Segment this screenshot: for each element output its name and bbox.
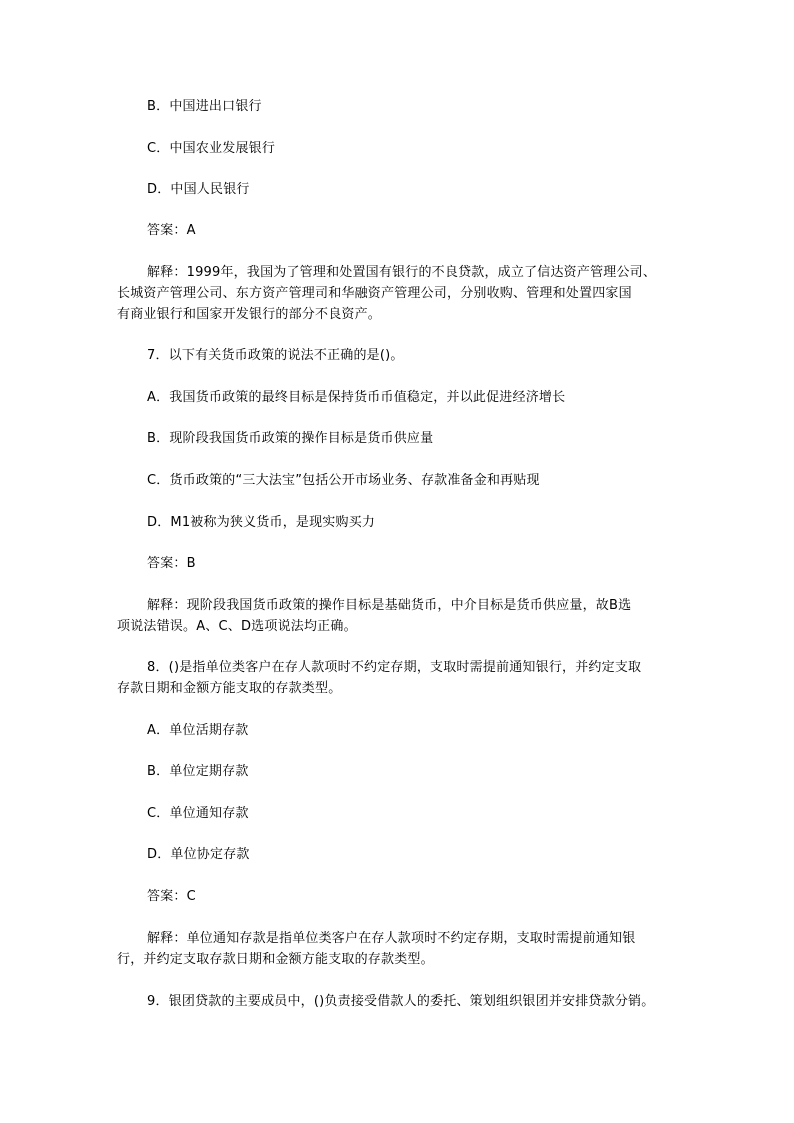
q8-answer: 答案：C <box>147 889 196 904</box>
q9-question: 9．银团贷款的主要成员中，()负责接受借款人的委托、策划组织银团并安排贷款分销。 <box>147 994 655 1009</box>
q6-option-b: B．中国进出口银行 <box>147 99 262 114</box>
q7-answer: 答案：B <box>147 556 196 571</box>
q8-question-line-1: 8．()是指单位类客户在存人款项时不约定存期，支取时需提前通知银行，并约定支取 <box>147 660 642 675</box>
q7-option-b: B．现阶段我国货币政策的操作目标是货币供应量 <box>147 431 434 446</box>
q6-option-d: D．中国人民银行 <box>147 182 250 197</box>
q6-option-c: C．中国农业发展银行 <box>147 141 276 156</box>
q8-option-d: D．单位协定存款 <box>147 847 250 862</box>
q6-answer: 答案：A <box>147 223 196 238</box>
q8-explanation-line-1: 解释：单位通知存款是指单位类客户在存人款项时不约定存期，支取时需提前通知银 <box>147 931 636 946</box>
q7-option-a: A．我国货币政策的最终目标是保持货币币值稳定，并以此促进经济增长 <box>147 390 566 405</box>
q8-option-a: A．单位活期存款 <box>147 723 249 738</box>
q8-question-line-2: 存款日期和金额方能支取的存款类型。 <box>117 681 342 696</box>
q6-explanation-line-2: 长城资产管理公司、东方资产管理司和华融资产管理公司，分别收购、管理和处置四家国 <box>117 286 632 301</box>
q7-option-d: D．M1被称为狭义货币，是现实购买力 <box>147 515 376 530</box>
q7-explanation-line-2: 项说法错误。A、C、D选项说法均正确。 <box>117 619 357 634</box>
q8-option-c: C．单位通知存款 <box>147 806 249 821</box>
q6-explanation-line-3: 有商业银行和国家开发银行的部分不良资产。 <box>117 307 382 322</box>
q7-explanation-line-1: 解释：现阶段我国货币政策的操作目标是基础货币，中介目标是货币供应量，故B选 <box>147 598 632 613</box>
q8-explanation-line-2: 行，并约定支取存款日期和金额方能支取的存款类型。 <box>117 952 434 967</box>
q7-option-c: C．货币政策的“三大法宝”包括公开市场业务、存款准备金和再贴现 <box>147 473 540 488</box>
q7-question: 7．以下有关货币政策的说法不正确的是()。 <box>147 348 404 363</box>
q8-option-b: B．单位定期存款 <box>147 764 249 779</box>
q6-explanation-line-1: 解释：1999年，我国为了管理和处置国有银行的不良贷款，成立了信达资产管理公司、 <box>147 265 657 280</box>
